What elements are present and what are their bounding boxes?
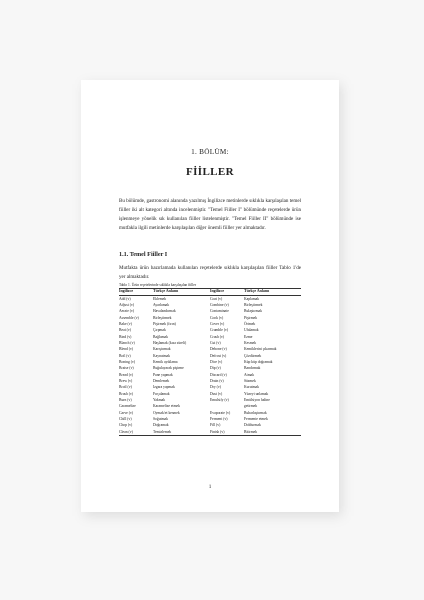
turkish-meaning-cell: Fırçalamak — [153, 391, 170, 396]
page-number: 1 — [208, 484, 212, 490]
turkish-meaning-cell: Yüzeyi unlamak — [244, 391, 269, 396]
turkish-meaning-cell: Havalandırmak — [153, 309, 176, 314]
english-verb-cell: Emulsify (v) — [210, 398, 229, 403]
english-verb-cell: Cover (v) — [210, 321, 225, 326]
header-english-right: İngilizce — [210, 289, 225, 293]
english-verb-cell: Ferment (v) — [210, 417, 228, 422]
turkish-meaning-cell: Örtmek — [244, 321, 256, 326]
turkish-meaning-cell: Oymak/et kesmek — [153, 410, 180, 415]
turkish-meaning-cell: Bitirmek — [244, 429, 258, 434]
turkish-meaning-cell: Yakmak — [153, 398, 166, 403]
turkish-meaning-cell: Doldurmak — [244, 423, 261, 428]
chapter-title: FİİLLER — [185, 166, 235, 178]
turkish-meaning-cell: Kemik ayıklama — [153, 360, 178, 365]
english-verb-cell: Burn (v) — [119, 398, 132, 403]
turkish-meaning-cell: Fermente etmek — [244, 417, 268, 422]
english-verb-cell: Bake (v) — [119, 321, 132, 326]
turkish-meaning-cell: Atmak — [244, 372, 255, 377]
english-verb-cell: Evaporate (v) — [210, 410, 231, 415]
english-verb-cell: Aerate (v) — [119, 309, 135, 314]
turkish-meaning-cell: Pane yapmak — [153, 372, 173, 377]
turkish-meaning-cell: Pişirmek (fırın) — [153, 321, 176, 326]
turkish-meaning-cell: Izgara yapmak — [153, 385, 175, 390]
english-verb-cell: Adjust (v) — [119, 302, 135, 307]
english-verb-cell: Brew (v) — [119, 379, 133, 384]
turkish-meaning-cell: getirmek — [244, 404, 258, 409]
turkish-meaning-cell: Eklemek — [153, 296, 167, 301]
table-column-left — [119, 296, 210, 436]
turkish-meaning-cell: Bulaştırmak — [244, 309, 263, 314]
english-verb-cell: Blanch (v) — [119, 341, 135, 345]
section-heading: 1.1. Temel Fiiller I — [119, 251, 168, 258]
english-verb-cell: Coat (v) — [210, 296, 223, 301]
turkish-meaning-cell: Ayarlamak — [153, 302, 170, 307]
table-caption: Tablo 1. Ürün reçetelerinde sıklıkla karşılaşılan fiiller — [119, 283, 197, 287]
english-verb-cell: Assemble (v) — [119, 315, 139, 320]
turkish-meaning-cell: Ufalamak — [244, 328, 259, 333]
turkish-meaning-cell: Bağlamak — [153, 334, 168, 339]
english-verb-cell: Finish (v) — [210, 429, 225, 434]
turkish-meaning-cell: Bandırmak — [244, 366, 261, 371]
turkish-meaning-cell: Çözdürmek — [244, 353, 262, 358]
english-verb-cell: Crumble (v) — [210, 328, 229, 333]
english-verb-cell: Caramelize — [119, 404, 136, 409]
english-verb-cell: Contaminate — [210, 309, 229, 314]
english-verb-cell: Beat (v) — [119, 328, 131, 333]
turkish-meaning-cell: Kaynatmak — [153, 353, 170, 358]
english-verb-cell: Combine (v) — [210, 302, 229, 307]
english-verb-cell: Cook (v) — [210, 315, 224, 320]
turkish-meaning-cell: Karıştırmak — [153, 347, 171, 352]
turkish-meaning-cell: Buğulayarak pişirme — [153, 366, 184, 371]
book-page — [81, 80, 339, 512]
english-verb-cell: Brush (v) — [119, 391, 134, 396]
english-verb-cell: Crush (v) — [210, 334, 225, 339]
turkish-meaning-cell: Birleştirmek — [153, 315, 172, 320]
english-verb-cell: Boning (v) — [119, 360, 136, 365]
english-verb-cell: Drain (v) — [210, 379, 224, 384]
english-verb-cell: Clean (v) — [119, 429, 133, 434]
turkish-meaning-cell: Haşlamak (kısa süreli) — [153, 341, 187, 345]
header-english-left: İngilizce — [119, 289, 134, 293]
table-column-right — [210, 296, 301, 436]
turkish-meaning-cell: Doğramak — [153, 423, 169, 428]
turkish-meaning-cell: Kemiklerini çıkarmak — [244, 347, 277, 352]
english-verb-cell: Dry (v) — [210, 385, 221, 390]
section-paragraph: Mutfakta ürün hazırlamada kullanılan reçetelerde sıklıkla karşılaşılan fiiller Tablo 1'de yer almaktadır. — [119, 265, 301, 280]
intro-paragraph: Bu bölümde, gastronomi alanında yazılmış İngilizce metinlerde sıklıkla karşılaşılan temel fiiller iki alt kategori altında incelenmiştir. "Temel Fiiller I" bölümünde reçetelerde ürün işlenmeye yönelik sık kullanılan fiiller listelenmiştir. "Temel Fiiller II" bölümünde ise mutfakla ilgili metinlerde karşılaşılan diğer önemli fiiller yer almaktadır. — [119, 198, 301, 231]
english-verb-cell: Chill (v) — [119, 417, 132, 422]
english-verb-cell: Dice (v) — [210, 360, 223, 365]
english-verb-cell: Chop (v) — [119, 423, 133, 428]
english-verb-cell: Debone (v) — [210, 347, 227, 352]
english-verb-cell: Dip (v) — [210, 366, 221, 371]
table-row — [210, 429, 301, 435]
turkish-meaning-cell: Pişirmek — [244, 315, 258, 320]
english-verb-cell: Boil (v) — [119, 353, 131, 358]
english-verb-cell: Defrost (v) — [210, 353, 227, 358]
turkish-meaning-cell: Karamelize etmek — [153, 404, 180, 409]
table-body — [119, 296, 301, 437]
chapter-label: 1. BÖLÜM: — [191, 148, 229, 156]
english-verb-cell: Bind (v) — [119, 334, 132, 339]
turkish-meaning-cell: Buharlaştırmak — [244, 410, 267, 415]
english-verb-cell: Broil (v) — [119, 385, 132, 390]
turkish-meaning-cell: Süzmek — [244, 379, 256, 384]
turkish-meaning-cell: Çırpmak — [153, 328, 166, 333]
turkish-meaning-cell: Küp küp doğramak — [244, 360, 273, 365]
turkish-meaning-cell: Ezme — [244, 334, 253, 339]
turkish-meaning-cell: Kurutmak — [244, 385, 259, 390]
turkish-meaning-cell: Temizlemek — [153, 429, 172, 434]
english-verb-cell: Braise (v) — [119, 366, 134, 371]
header-turkish-right: Türkçe Anlamı — [244, 289, 270, 293]
turkish-meaning-cell: Kaplamak — [244, 296, 260, 301]
english-verb-cell: Bread (v) — [119, 372, 134, 377]
verb-table — [119, 288, 301, 436]
english-verb-cell: Cut (v) — [210, 341, 221, 345]
table-row — [119, 429, 210, 435]
english-verb-cell: Dust (v) — [210, 391, 223, 396]
english-verb-cell: Add (v) — [119, 296, 131, 301]
english-verb-cell: Fill (v) — [210, 423, 221, 428]
turkish-meaning-cell: Birleştirmek — [244, 302, 263, 307]
turkish-meaning-cell: Kesmek — [244, 341, 257, 345]
turkish-meaning-cell: Soğutmak — [153, 417, 168, 422]
english-verb-cell: Discard (v) — [210, 372, 227, 377]
header-turkish-left: Türkçe Anlamı — [153, 289, 179, 293]
english-verb-cell: Blend (v) — [119, 347, 134, 352]
turkish-meaning-cell: Demlemek — [153, 379, 170, 384]
turkish-meaning-cell: Emülsiyon haline — [244, 398, 270, 403]
english-verb-cell: Carve (v) — [119, 410, 134, 415]
table-header — [119, 289, 301, 296]
